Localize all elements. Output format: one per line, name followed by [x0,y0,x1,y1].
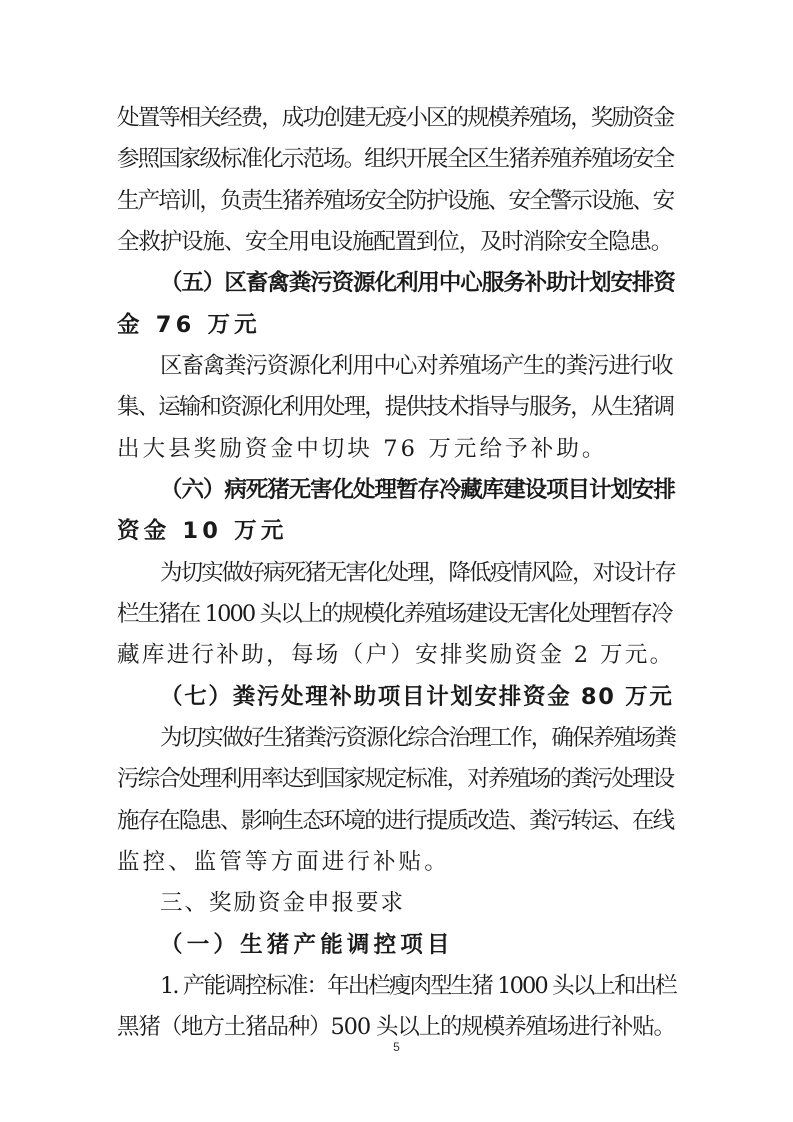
paragraph-line: 生产培训，负责生猪养殖场安全防护设施、安全警示设施、安 [117,188,674,214]
paragraph-line: 施存在隐患、影响生态环境的进行提质改造、粪污转运、在线 [117,808,674,834]
paragraph-line: 藏库进行补助，每场（户）安排奖励资金 2 万元。 [117,642,675,668]
paragraph-line: 全救护设施、安全用电设施配置到位，及时消除安全隐患。 [117,229,673,255]
section-heading-5: （五）区畜禽粪污资源化利用中心服务补助计划安排资 [160,270,675,296]
subsection-heading-1: （一）生猪产能调控项目 [160,932,454,958]
paragraph-line: 为切实做好生猪粪污资源化综合治理工作，确保养殖场粪 [160,725,676,751]
paragraph-line: 1. 产能调控标准：年出栏瘦肉型生猪 1000 头以上和出栏 [160,973,676,999]
section-heading-7: （七）粪污处理补助项目计划安排资金 80 万元 [160,684,674,710]
paragraph-line: 出大县奖励资金中切块 76 万元给予补助。 [117,436,608,462]
paragraph-line: 处置等相关经费，成功创建无疫小区的规模养殖场，奖励资金 [117,105,674,131]
paragraph-line: 区畜禽粪污资源化利用中心对养殖场产生的粪污进行收 [160,353,673,379]
page-number: 5 [393,1040,400,1054]
chapter-heading-3: 三、奖励资金申报要求 [160,890,406,916]
paragraph-line: 污综合处理利用率达到国家规定标准，对养殖场的粪污处理设 [117,766,674,792]
paragraph-line: 为切实做好病死猪无害化处理，降低疫情风险，对设计存 [160,560,676,586]
paragraph-line: 监控、监管等方面进行补贴。 [117,849,450,875]
section-heading-6-cont: 资金 10 万元 [117,518,288,544]
paragraph-line: 栏生猪在 1000 头以上的规模化养殖场建设无害化处理暂存冷 [117,601,672,627]
paragraph-line: 参照国家级标准化示范场。组织开展全区生猪养殖养殖场安全 [117,146,674,172]
section-heading-5-cont: 金 76 万元 [117,312,261,338]
paragraph-line: 黑猪（地方土猪品种）500 头以上的规模养殖场进行补贴。 [117,1014,675,1040]
paragraph-line: 集、运输和资源化利用处理，提供技术指导与服务，从生猪调 [117,394,674,420]
section-heading-6: （六）病死猪无害化处理暂存冷藏库建设项目计划安排 [160,477,675,503]
